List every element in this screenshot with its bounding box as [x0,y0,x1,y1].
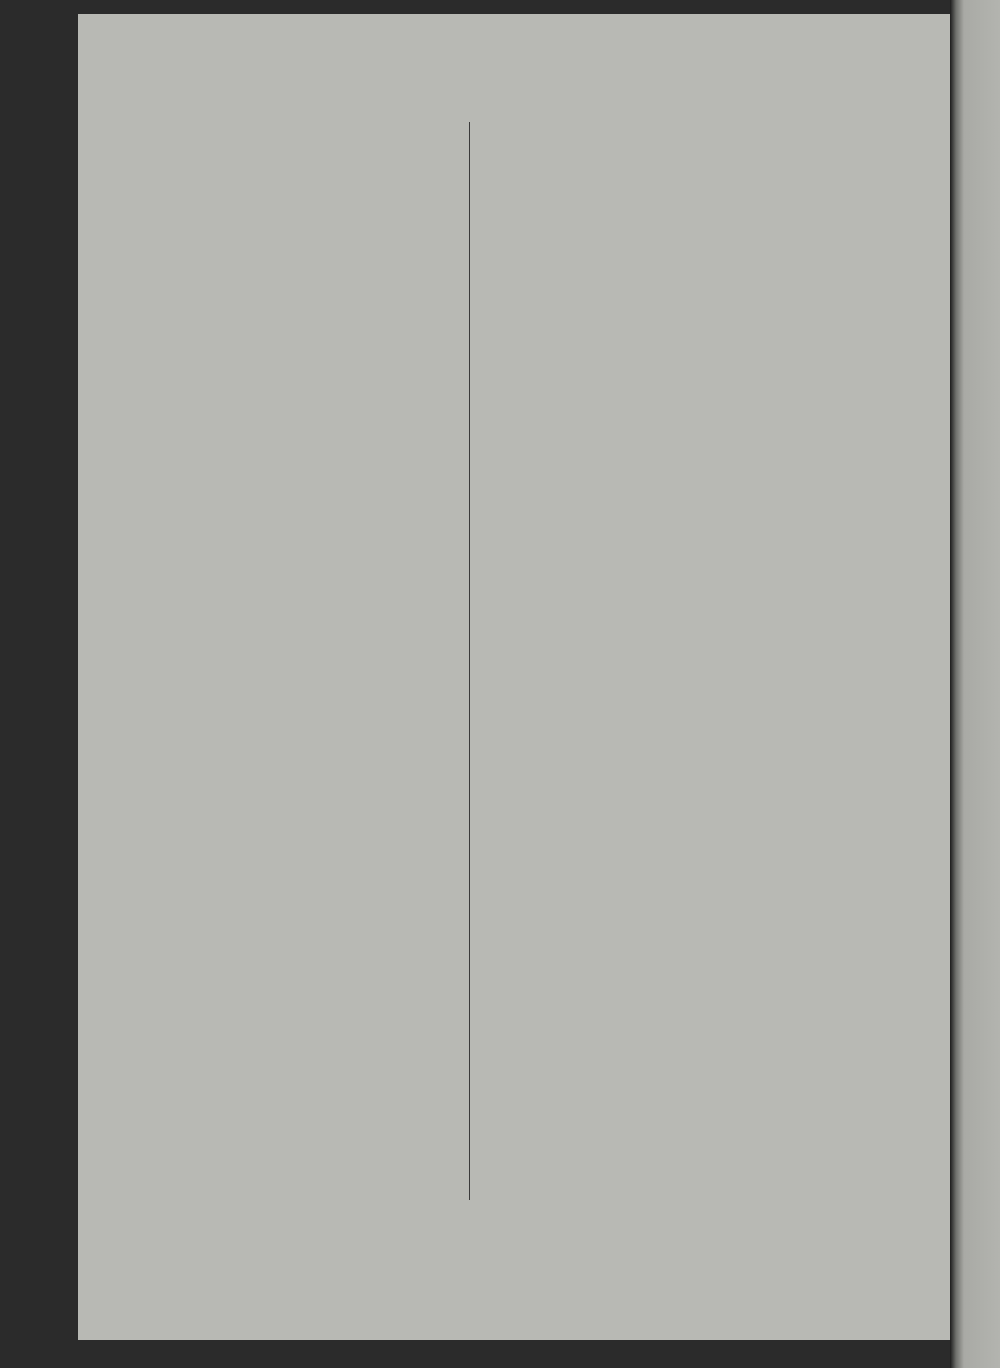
text-line [138,562,458,581]
text-line [138,712,458,731]
text-line [138,770,458,789]
text-line [138,167,458,186]
section-heading-c [138,333,458,357]
subheading-maedchenschule [138,392,458,413]
text-line [138,302,458,321]
section-heading-leichenbegleiter [486,260,809,294]
text-line [138,542,458,561]
column-rule [469,122,470,1200]
text-line [486,332,809,351]
text-line [138,186,458,205]
text-line [486,160,809,179]
text-line [138,413,458,432]
text-line [138,471,458,490]
section-heading-lingeriewaaren [486,381,809,415]
text-line [486,352,809,371]
text-line [138,452,458,471]
subheading-knabenbezirksschule [138,359,458,380]
subheading-knabengemeindeschule [138,638,458,659]
subheading-hilfslehrer [138,502,458,523]
text-line [138,282,458,301]
text-line [138,224,458,243]
section-heading-e [486,136,809,160]
text-line [138,581,458,600]
text-line [486,294,809,313]
section-heading-f [486,226,809,250]
subheading-maedchengemeindeschule [138,691,458,712]
text-line [138,205,458,224]
text-line [138,263,458,282]
text-line [138,244,458,263]
text-line [486,179,809,198]
text-line [138,147,458,166]
left-column [138,128,458,789]
text-line [138,750,458,769]
book-gutter [950,0,1000,1368]
text-line [138,432,458,451]
text-line [486,199,809,218]
section-heading-d [138,612,458,636]
text-line [138,659,458,678]
text-line [138,731,458,750]
right-column [486,128,809,415]
text-line [486,313,809,332]
text-line [138,523,458,542]
text-line [138,128,458,147]
